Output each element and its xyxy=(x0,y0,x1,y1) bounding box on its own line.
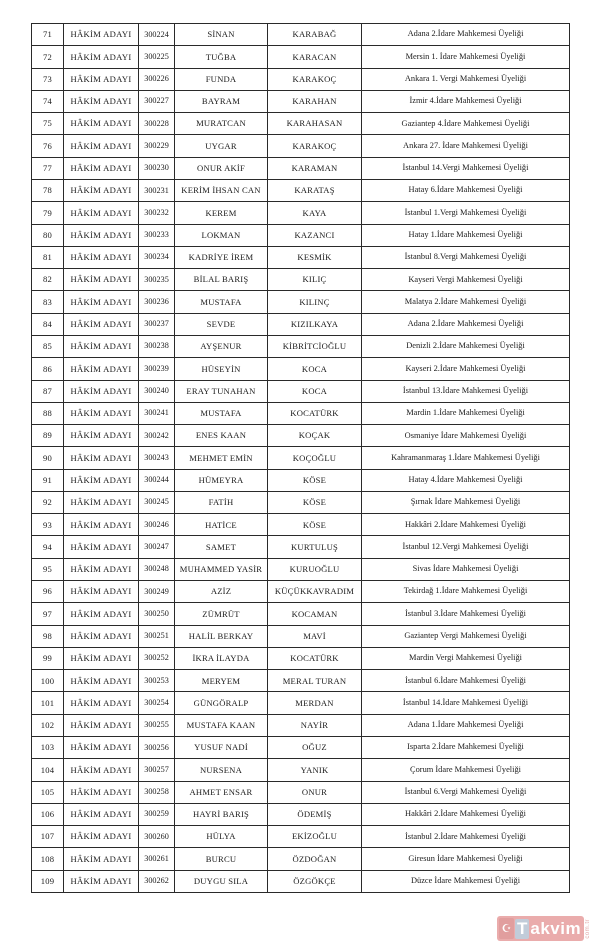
first-name-cell: ERAY TUNAHAN xyxy=(175,380,268,402)
registry-number-cell: 300260 xyxy=(139,826,175,848)
assignment-cell: İstanbul 8.Vergi Mahkemesi Üyeliği xyxy=(362,246,570,268)
first-name-cell: AHMET ENSAR xyxy=(175,781,268,803)
assignment-cell: Gaziantep 4.İdare Mahkemesi Üyeliği xyxy=(362,113,570,135)
row-number-cell: 80 xyxy=(32,224,64,246)
row-number-cell: 87 xyxy=(32,380,64,402)
assignment-cell: Kayseri 2.İdare Mahkemesi Üyeliği xyxy=(362,358,570,380)
table-row xyxy=(32,269,570,291)
row-number-cell: 91 xyxy=(32,469,64,491)
first-name-cell: NURSENA xyxy=(175,759,268,781)
last-name-cell: MAVİ xyxy=(268,625,362,647)
candidate-title-cell: HÂKİM ADAYI xyxy=(64,157,139,179)
first-name-cell: HALİL BERKAY xyxy=(175,625,268,647)
assignment-cell: Çorum İdare Mahkemesi Üyeliği xyxy=(362,759,570,781)
candidate-title-cell: HÂKİM ADAYI xyxy=(64,224,139,246)
candidate-title-cell: HÂKİM ADAYI xyxy=(64,135,139,157)
registry-number-cell: 300261 xyxy=(139,848,175,870)
row-number-cell: 103 xyxy=(32,737,64,759)
last-name-cell: KOCATÜRK xyxy=(268,402,362,424)
table-row xyxy=(32,202,570,224)
candidate-title-cell: HÂKİM ADAYI xyxy=(64,313,139,335)
first-name-cell: MURATCAN xyxy=(175,113,268,135)
assignment-cell: Gaziantep Vergi Mahkemesi Üyeliği xyxy=(362,625,570,647)
row-number-cell: 86 xyxy=(32,358,64,380)
last-name-cell: KOÇOĞLU xyxy=(268,447,362,469)
turkish-flag-crescent-icon: ☪ xyxy=(499,918,514,939)
candidate-title-cell: HÂKİM ADAYI xyxy=(64,558,139,580)
last-name-cell: KOCAMAN xyxy=(268,603,362,625)
first-name-cell: YUSUF NADİ xyxy=(175,737,268,759)
takvim-logo-t: T xyxy=(517,918,528,938)
row-number-cell: 93 xyxy=(32,514,64,536)
candidate-title-cell: HÂKİM ADAYI xyxy=(64,870,139,892)
candidate-title-cell: HÂKİM ADAYI xyxy=(64,848,139,870)
candidate-title-cell: HÂKİM ADAYI xyxy=(64,269,139,291)
table-row xyxy=(32,113,570,135)
table-row xyxy=(32,714,570,736)
first-name-cell: ZÜMRÜT xyxy=(175,603,268,625)
assignment-cell: Giresun İdare Mahkemesi Üyeliği xyxy=(362,848,570,870)
assignment-cell: Ankara 1. Vergi Mahkemesi Üyeliği xyxy=(362,68,570,90)
registry-number-cell: 300237 xyxy=(139,313,175,335)
table-row xyxy=(32,603,570,625)
table-row xyxy=(32,246,570,268)
last-name-cell: NAYİR xyxy=(268,714,362,736)
table-row xyxy=(32,558,570,580)
last-name-cell: KOCATÜRK xyxy=(268,647,362,669)
first-name-cell: TUĞBA xyxy=(175,46,268,68)
last-name-cell: KESMİK xyxy=(268,246,362,268)
first-name-cell: MUSTAFA xyxy=(175,402,268,424)
registry-number-cell: 300226 xyxy=(139,68,175,90)
registry-number-cell: 300232 xyxy=(139,202,175,224)
first-name-cell: ENES KAAN xyxy=(175,425,268,447)
first-name-cell: ONUR AKİF xyxy=(175,157,268,179)
takvim-watermark-logo xyxy=(497,915,600,942)
registry-number-cell: 300258 xyxy=(139,781,175,803)
first-name-cell: FUNDA xyxy=(175,68,268,90)
row-number-cell: 83 xyxy=(32,291,64,313)
assignment-cell: İzmir 4.İdare Mahkemesi Üyeliği xyxy=(362,90,570,112)
candidate-title-cell: HÂKİM ADAYI xyxy=(64,625,139,647)
candidate-title-cell: HÂKİM ADAYI xyxy=(64,68,139,90)
row-number-cell: 73 xyxy=(32,68,64,90)
assignment-cell: Hakkâri 2.İdare Mahkemesi Üyeliği xyxy=(362,803,570,825)
table-row xyxy=(32,179,570,201)
row-number-cell: 79 xyxy=(32,202,64,224)
takvim-logo-block xyxy=(497,916,584,941)
registry-number-cell: 300259 xyxy=(139,803,175,825)
table-row xyxy=(32,803,570,825)
candidate-title-cell: HÂKİM ADAYI xyxy=(64,179,139,201)
candidate-title-cell: HÂKİM ADAYI xyxy=(64,826,139,848)
registry-number-cell: 300254 xyxy=(139,692,175,714)
table-row xyxy=(32,291,570,313)
assignment-cell: Isparta 2.İdare Mahkemesi Üyeliği xyxy=(362,737,570,759)
first-name-cell: MEHMET EMİN xyxy=(175,447,268,469)
row-number-cell: 78 xyxy=(32,179,64,201)
last-name-cell: KILIÇ xyxy=(268,269,362,291)
row-number-cell: 77 xyxy=(32,157,64,179)
assignment-cell: Tekirdağ 1.İdare Mahkemesi Üyeliği xyxy=(362,581,570,603)
last-name-cell: ÖZGÖKÇE xyxy=(268,870,362,892)
registry-number-cell: 300255 xyxy=(139,714,175,736)
last-name-cell: KİBRİTCİOĞLU xyxy=(268,335,362,357)
candidate-title-cell: HÂKİM ADAYI xyxy=(64,46,139,68)
last-name-cell: MERDAN xyxy=(268,692,362,714)
last-name-cell: KURUOĞLU xyxy=(268,558,362,580)
registry-number-cell: 300247 xyxy=(139,536,175,558)
row-number-cell: 89 xyxy=(32,425,64,447)
assignment-cell: Hatay 4.İdare Mahkemesi Üyeliği xyxy=(362,469,570,491)
row-number-cell: 81 xyxy=(32,246,64,268)
first-name-cell: MERYEM xyxy=(175,670,268,692)
registry-number-cell: 300236 xyxy=(139,291,175,313)
table-row xyxy=(32,46,570,68)
registry-number-cell: 300239 xyxy=(139,358,175,380)
last-name-cell: KARACAN xyxy=(268,46,362,68)
row-number-cell: 105 xyxy=(32,781,64,803)
candidate-title-cell: HÂKİM ADAYI xyxy=(64,380,139,402)
table-row xyxy=(32,380,570,402)
row-number-cell: 75 xyxy=(32,113,64,135)
last-name-cell: ÖDEMİŞ xyxy=(268,803,362,825)
table-row xyxy=(32,157,570,179)
registry-number-cell: 300224 xyxy=(139,24,175,46)
candidate-title-cell: HÂKİM ADAYI xyxy=(64,692,139,714)
row-number-cell: 102 xyxy=(32,714,64,736)
row-number-cell: 108 xyxy=(32,848,64,870)
registry-number-cell: 300230 xyxy=(139,157,175,179)
assignment-cell: İstanbul 6.İdare Mahkemesi Üyeliği xyxy=(362,670,570,692)
row-number-cell: 71 xyxy=(32,24,64,46)
last-name-cell: OĞUZ xyxy=(268,737,362,759)
candidate-title-cell: HÂKİM ADAYI xyxy=(64,24,139,46)
candidate-title-cell: HÂKİM ADAYI xyxy=(64,670,139,692)
registry-number-cell: 300234 xyxy=(139,246,175,268)
table-row xyxy=(32,313,570,335)
assignment-cell: İstanbul 3.İdare Mahkemesi Üyeliği xyxy=(362,603,570,625)
table-row xyxy=(32,469,570,491)
last-name-cell: KÜÇÜKKAVRADIM xyxy=(268,581,362,603)
first-name-cell: KADRİYE İREM xyxy=(175,246,268,268)
last-name-cell: KARAHASAN xyxy=(268,113,362,135)
row-number-cell: 100 xyxy=(32,670,64,692)
first-name-cell: UYGAR xyxy=(175,135,268,157)
assignment-cell: Hatay 6.İdare Mahkemesi Üyeliği xyxy=(362,179,570,201)
registry-number-cell: 300250 xyxy=(139,603,175,625)
table-row xyxy=(32,402,570,424)
registry-number-cell: 300227 xyxy=(139,90,175,112)
registry-number-cell: 300256 xyxy=(139,737,175,759)
first-name-cell: SAMET xyxy=(175,536,268,558)
assignment-cell: İstanbul 12.Vergi Mahkemesi Üyeliği xyxy=(362,536,570,558)
candidate-title-cell: HÂKİM ADAYI xyxy=(64,425,139,447)
candidate-title-cell: HÂKİM ADAYI xyxy=(64,581,139,603)
last-name-cell: MERAL TURAN xyxy=(268,670,362,692)
candidate-title-cell: HÂKİM ADAYI xyxy=(64,291,139,313)
first-name-cell: SEVDE xyxy=(175,313,268,335)
assignment-cell: Şırnak İdare Mahkemesi Üyeliği xyxy=(362,491,570,513)
last-name-cell: KARAKOÇ xyxy=(268,135,362,157)
assignment-cell: İstanbul 1.Vergi Mahkemesi Üyeliği xyxy=(362,202,570,224)
first-name-cell: LOKMAN xyxy=(175,224,268,246)
registry-number-cell: 300243 xyxy=(139,447,175,469)
assignment-cell: İstanbul 14.İdare Mahkemesi Üyeliği xyxy=(362,692,570,714)
last-name-cell: KÖSE xyxy=(268,469,362,491)
candidate-title-cell: HÂKİM ADAYI xyxy=(64,803,139,825)
last-name-cell: KÖSE xyxy=(268,491,362,513)
candidate-title-cell: HÂKİM ADAYI xyxy=(64,358,139,380)
candidate-title-cell: HÂKİM ADAYI xyxy=(64,246,139,268)
row-number-cell: 84 xyxy=(32,313,64,335)
assignment-cell: Malatya 2.İdare Mahkemesi Üyeliği xyxy=(362,291,570,313)
candidate-title-cell: HÂKİM ADAYI xyxy=(64,469,139,491)
row-number-cell: 99 xyxy=(32,647,64,669)
table-row xyxy=(32,447,570,469)
last-name-cell: KURTULUŞ xyxy=(268,536,362,558)
candidate-title-cell: HÂKİM ADAYI xyxy=(64,536,139,558)
row-number-cell: 109 xyxy=(32,870,64,892)
assignment-cell: Sivas İdare Mahkemesi Üyeliği xyxy=(362,558,570,580)
assignment-cell: Denizli 2.İdare Mahkemesi Üyeliği xyxy=(362,335,570,357)
first-name-cell: KEREM xyxy=(175,202,268,224)
table-row xyxy=(32,90,570,112)
row-number-cell: 88 xyxy=(32,402,64,424)
first-name-cell: DUYGU SILA xyxy=(175,870,268,892)
candidate-title-cell: HÂKİM ADAYI xyxy=(64,714,139,736)
assignment-cell: Düzce İdare Mahkemesi Üyeliği xyxy=(362,870,570,892)
assignment-cell: Adana 1.İdare Mahkemesi Üyeliği xyxy=(362,714,570,736)
last-name-cell: KARAKOÇ xyxy=(268,68,362,90)
row-number-cell: 107 xyxy=(32,826,64,848)
table-row xyxy=(32,826,570,848)
first-name-cell: SİNAN xyxy=(175,24,268,46)
table-row xyxy=(32,692,570,714)
registry-number-cell: 300238 xyxy=(139,335,175,357)
candidate-title-cell: HÂKİM ADAYI xyxy=(64,759,139,781)
last-name-cell: KOCA xyxy=(268,358,362,380)
registry-number-cell: 300228 xyxy=(139,113,175,135)
candidate-title-cell: HÂKİM ADAYI xyxy=(64,514,139,536)
last-name-cell: KIZILKAYA xyxy=(268,313,362,335)
row-number-cell: 106 xyxy=(32,803,64,825)
first-name-cell: HÜSEYİN xyxy=(175,358,268,380)
last-name-cell: EKİZOĞLU xyxy=(268,826,362,848)
assignment-cell: Mardin Vergi Mahkemesi Üyeliği xyxy=(362,647,570,669)
row-number-cell: 85 xyxy=(32,335,64,357)
table-row xyxy=(32,625,570,647)
table-row xyxy=(32,870,570,892)
assignment-cell: Hakkâri 2.İdare Mahkemesi Üyeliği xyxy=(362,514,570,536)
candidate-title-cell: HÂKİM ADAYI xyxy=(64,447,139,469)
registry-number-cell: 300257 xyxy=(139,759,175,781)
registry-number-cell: 300262 xyxy=(139,870,175,892)
table-row xyxy=(32,491,570,513)
registry-number-cell: 300248 xyxy=(139,558,175,580)
assignment-cell: Kahramanmaraş 1.İdare Mahkemesi Üyeliği xyxy=(362,447,570,469)
candidate-title-cell: HÂKİM ADAYI xyxy=(64,90,139,112)
first-name-cell: AYŞENUR xyxy=(175,335,268,357)
registry-number-cell: 300252 xyxy=(139,647,175,669)
registry-number-cell: 300244 xyxy=(139,469,175,491)
table-body xyxy=(32,24,570,893)
assignment-cell: Hatay 1.İdare Mahkemesi Üyeliği xyxy=(362,224,570,246)
table-row xyxy=(32,335,570,357)
takvim-logo-suffix: com.tr xyxy=(585,918,592,939)
first-name-cell: KERİM İHSAN CAN xyxy=(175,179,268,201)
registry-number-cell: 300240 xyxy=(139,380,175,402)
table-row xyxy=(32,24,570,46)
table-row xyxy=(32,848,570,870)
last-name-cell: KARABAĞ xyxy=(268,24,362,46)
last-name-cell: KÖSE xyxy=(268,514,362,536)
registry-number-cell: 300229 xyxy=(139,135,175,157)
table-row xyxy=(32,536,570,558)
table-row xyxy=(32,68,570,90)
first-name-cell: MUSTAFA KAAN xyxy=(175,714,268,736)
assignment-cell: Mersin 1. İdare Mahkemesi Üyeliği xyxy=(362,46,570,68)
row-number-cell: 72 xyxy=(32,46,64,68)
registry-number-cell: 300249 xyxy=(139,581,175,603)
assignment-cell: Adana 2.İdare Mahkemesi Üyeliği xyxy=(362,313,570,335)
registry-number-cell: 300225 xyxy=(139,46,175,68)
last-name-cell: KAZANCI xyxy=(268,224,362,246)
row-number-cell: 96 xyxy=(32,581,64,603)
row-number-cell: 97 xyxy=(32,603,64,625)
last-name-cell: KILINÇ xyxy=(268,291,362,313)
assignment-cell: Mardin 1.İdare Mahkemesi Üyeliği xyxy=(362,402,570,424)
row-number-cell: 82 xyxy=(32,269,64,291)
table-row xyxy=(32,135,570,157)
registry-number-cell: 300233 xyxy=(139,224,175,246)
last-name-cell: ONUR xyxy=(268,781,362,803)
candidate-title-cell: HÂKİM ADAYI xyxy=(64,737,139,759)
candidate-title-cell: HÂKİM ADAYI xyxy=(64,491,139,513)
registry-number-cell: 300241 xyxy=(139,402,175,424)
candidate-title-cell: HÂKİM ADAYI xyxy=(64,603,139,625)
assignment-cell: Kayseri Vergi Mahkemesi Üyeliği xyxy=(362,269,570,291)
judge-candidates-table xyxy=(31,23,570,893)
row-number-cell: 76 xyxy=(32,135,64,157)
table-row xyxy=(32,647,570,669)
candidate-title-cell: HÂKİM ADAYI xyxy=(64,647,139,669)
candidate-title-cell: HÂKİM ADAYI xyxy=(64,335,139,357)
last-name-cell: KOÇAK xyxy=(268,425,362,447)
assignment-cell: Adana 2.İdare Mahkemesi Üyeliği xyxy=(362,24,570,46)
table-row xyxy=(32,581,570,603)
first-name-cell: HÜMEYRA xyxy=(175,469,268,491)
row-number-cell: 98 xyxy=(32,625,64,647)
row-number-cell: 101 xyxy=(32,692,64,714)
assignment-cell: İstanbul 2.İdare Mahkemesi Üyeliği xyxy=(362,826,570,848)
registry-number-cell: 300246 xyxy=(139,514,175,536)
first-name-cell: BURCU xyxy=(175,848,268,870)
row-number-cell: 104 xyxy=(32,759,64,781)
table-row xyxy=(32,781,570,803)
assignment-cell: Ankara 27. İdare Mahkemesi Üyeliği xyxy=(362,135,570,157)
first-name-cell: AZİZ xyxy=(175,581,268,603)
assignment-cell: Osmaniye İdare Mahkemesi Üyeliği xyxy=(362,425,570,447)
candidate-title-cell: HÂKİM ADAYI xyxy=(64,113,139,135)
first-name-cell: GÜNGÖRALP xyxy=(175,692,268,714)
row-number-cell: 90 xyxy=(32,447,64,469)
takvim-logo-text: akvim xyxy=(530,918,582,938)
last-name-cell: KARAMAN xyxy=(268,157,362,179)
assignment-cell: İstanbul 6.Vergi Mahkemesi Üyeliği xyxy=(362,781,570,803)
first-name-cell: MUHAMMED YASİR xyxy=(175,558,268,580)
first-name-cell: İKRA İLAYDA xyxy=(175,647,268,669)
last-name-cell: KAYA xyxy=(268,202,362,224)
first-name-cell: HÜLYA xyxy=(175,826,268,848)
candidate-title-cell: HÂKİM ADAYI xyxy=(64,402,139,424)
first-name-cell: MUSTAFA xyxy=(175,291,268,313)
candidate-title-cell: HÂKİM ADAYI xyxy=(64,781,139,803)
registry-number-cell: 300251 xyxy=(139,625,175,647)
candidate-title-cell: HÂKİM ADAYI xyxy=(64,202,139,224)
last-name-cell: KARATAŞ xyxy=(268,179,362,201)
last-name-cell: YANIK xyxy=(268,759,362,781)
registry-number-cell: 300245 xyxy=(139,491,175,513)
first-name-cell: HAYRİ BARIŞ xyxy=(175,803,268,825)
row-number-cell: 92 xyxy=(32,491,64,513)
first-name-cell: BİLAL BARIŞ xyxy=(175,269,268,291)
row-number-cell: 95 xyxy=(32,558,64,580)
last-name-cell: KARAHAN xyxy=(268,90,362,112)
table-row xyxy=(32,759,570,781)
table-row xyxy=(32,224,570,246)
assignment-cell: İstanbul 13.İdare Mahkemesi Üyeliği xyxy=(362,380,570,402)
registry-number-cell: 300242 xyxy=(139,425,175,447)
table-row xyxy=(32,737,570,759)
table-row xyxy=(32,514,570,536)
last-name-cell: KOCA xyxy=(268,380,362,402)
table-row xyxy=(32,425,570,447)
row-number-cell: 74 xyxy=(32,90,64,112)
assignment-cell: İstanbul 14.Vergi Mahkemesi Üyeliği xyxy=(362,157,570,179)
registry-number-cell: 300231 xyxy=(139,179,175,201)
table-row xyxy=(32,670,570,692)
last-name-cell: ÖZDOĞAN xyxy=(268,848,362,870)
registry-number-cell: 300235 xyxy=(139,269,175,291)
table-row xyxy=(32,358,570,380)
first-name-cell: BAYRAM xyxy=(175,90,268,112)
first-name-cell: FATİH xyxy=(175,491,268,513)
row-number-cell: 94 xyxy=(32,536,64,558)
first-name-cell: HATİCE xyxy=(175,514,268,536)
registry-number-cell: 300253 xyxy=(139,670,175,692)
